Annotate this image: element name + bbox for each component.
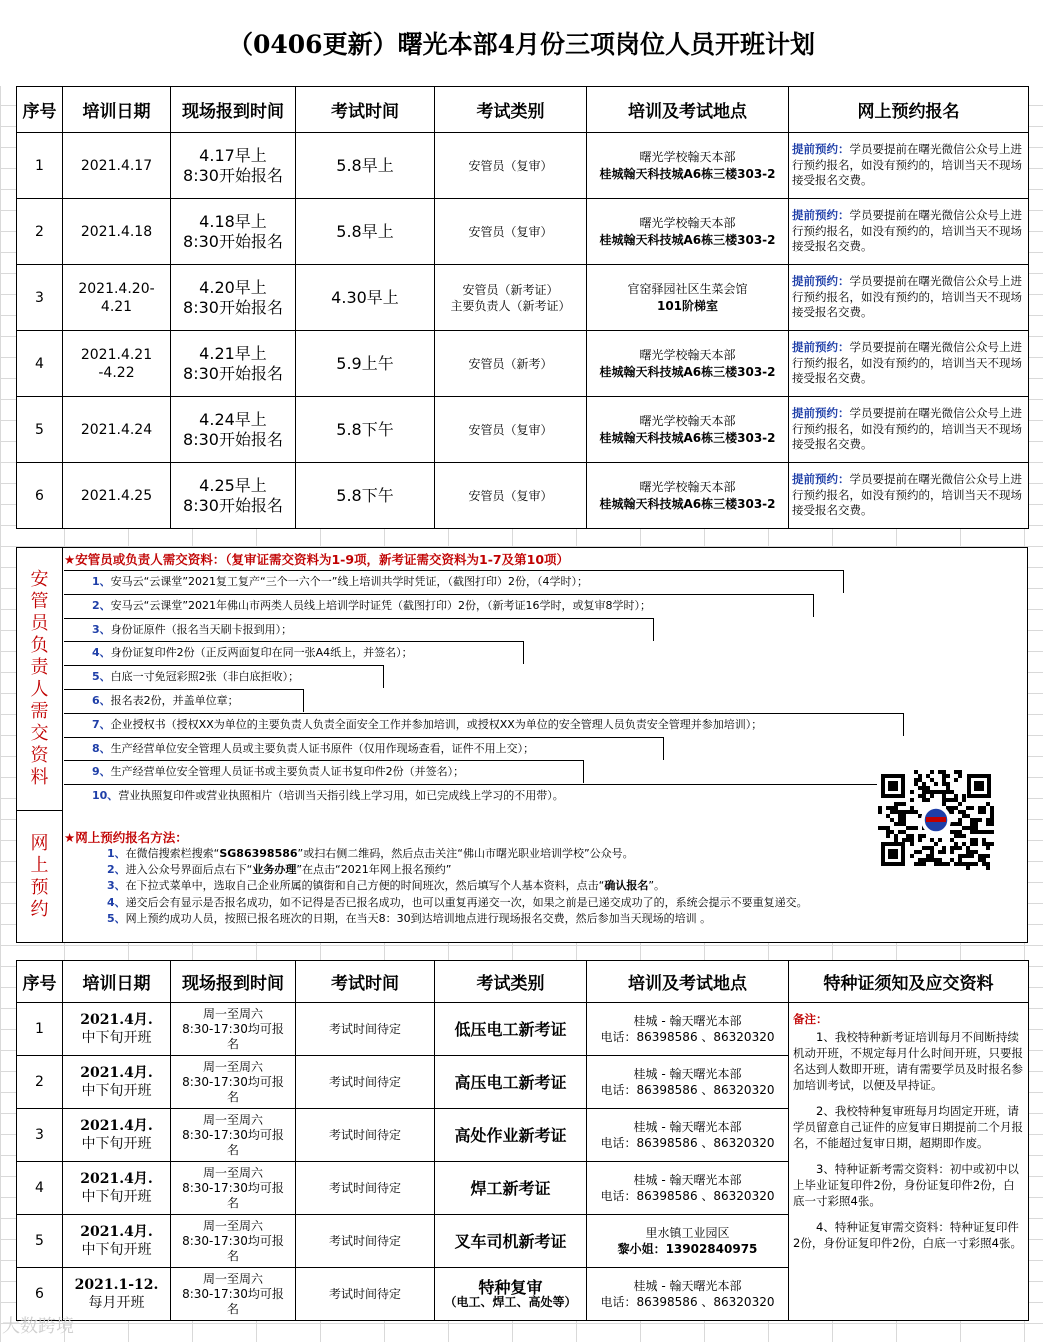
item-text: 生产经营单位安全管理人员或主要负责人证书原件（仅用作现场查看，证件不用上交）； <box>110 741 535 755</box>
report-line: 8:30-17:30均可报 <box>182 1233 284 1248</box>
training-date: 2021.4.25 <box>63 463 171 529</box>
report-date: 4.17早上 <box>199 145 267 165</box>
step-number: 1、 <box>107 847 126 860</box>
report-line: 8:30-17:30均可报 <box>182 1021 284 1036</box>
online-step <box>107 846 634 862</box>
item-text: 营业执照复印件或营业执照相片（培训当天指引线上学习用，如已完成线上学习的不用带）。 <box>118 789 564 803</box>
training-date <box>63 1268 171 1321</box>
note-label: 提前预约： <box>792 340 850 355</box>
row-number: 6 <box>17 463 63 529</box>
report-time <box>171 397 296 463</box>
location-name: 桂城 - 翰天曙光本部 <box>633 1067 742 1081</box>
exam-time: 5.8下午 <box>296 397 435 463</box>
exam-type-line: 安管员（新考证） <box>462 282 559 297</box>
table-row <box>17 133 1029 199</box>
date-line: 中下旬开班 <box>81 1083 152 1099</box>
step-text: 进入公众号界面后点右下“ <box>125 863 253 877</box>
location-name: 曙光学校翰天本部 <box>639 479 736 494</box>
training-location <box>587 397 789 463</box>
exam-type <box>435 331 587 397</box>
training-location <box>587 1109 789 1162</box>
column-header: 培训日期 <box>63 961 171 1003</box>
column-header: 培训日期 <box>63 87 171 133</box>
report-time <box>171 1109 296 1162</box>
item-number: 9、 <box>92 765 111 779</box>
report-line: 名 <box>226 1248 239 1263</box>
item-text: 企业授权书（授权XX为单位的主要负责人负责全面安全工作并参加培训，或授权XX为单位的安全管理人员负责安全管理并参加培训）； <box>110 717 763 731</box>
training-location <box>587 1268 789 1321</box>
exam-time: 4.30早上 <box>296 265 435 331</box>
step-keyword: SG86398586 <box>219 847 298 860</box>
training-date: 2021.4.21 -4.22 <box>63 331 171 397</box>
step-text: 在下拉式菜单中，选取自己企业所属的镇街和自己方便的时间班次，然后填写个人基本资料，点击“ <box>125 879 605 893</box>
date-line: 每月开班 <box>88 1295 145 1311</box>
note-text: 学员要提前在曙光微信公众号上进行预约报名，如没有预约的，培训当天不现场接受报名交费。 <box>792 274 1022 320</box>
note-label: 提前预约： <box>792 142 850 157</box>
date-line: 2021.4月. <box>80 1065 153 1081</box>
date-line: 2021.4月. <box>80 1118 153 1134</box>
material-item <box>64 689 304 712</box>
column-header: 网上预约报名 <box>789 87 1029 133</box>
column-header: 考试时间 <box>296 87 435 133</box>
table-row <box>17 265 1029 331</box>
report-line: 8:30-17:30均可报 <box>182 1127 284 1142</box>
exam-time: 考试时间待定 <box>296 1215 435 1268</box>
label-char: 需 <box>30 701 49 722</box>
exam-type-line: 叉车司机新考证 <box>454 1231 567 1251</box>
row-number: 1 <box>17 1003 63 1056</box>
location-name: 曙光学校翰天本部 <box>639 149 736 164</box>
training-date <box>63 1215 171 1268</box>
item-number: 3、 <box>92 622 111 636</box>
materials-label <box>17 548 63 810</box>
location-name: 桂城 - 翰天曙光本部 <box>633 1279 742 1293</box>
row-number: 4 <box>17 1162 63 1215</box>
column-header: 现场报到时间 <box>171 961 296 1003</box>
exam-time: 5.9上午 <box>296 331 435 397</box>
online-booking-note <box>789 133 1029 199</box>
item-text: 身份证原件（报名当天刷卡报到用）； <box>110 622 293 636</box>
training-location <box>587 331 789 397</box>
table-row <box>17 463 1029 529</box>
note-label: 提前预约： <box>792 274 850 289</box>
report-hour: 8:30开始报名 <box>183 429 283 449</box>
online-step <box>107 862 451 878</box>
report-line: 名 <box>226 1089 239 1104</box>
report-time <box>171 199 296 265</box>
date-line: 中下旬开班 <box>81 1136 152 1152</box>
row-number: 5 <box>17 397 63 463</box>
column-header: 序号 <box>17 961 63 1003</box>
exam-time: 考试时间待定 <box>296 1268 435 1321</box>
item-text: 身份证复印件2份（正反两面复印在同一张A4纸上，并签名）； <box>110 646 413 660</box>
online-booking-note <box>789 265 1029 331</box>
table-row <box>17 199 1029 265</box>
online-step <box>107 911 711 927</box>
step-number: 2、 <box>107 863 126 877</box>
report-line: 名 <box>226 1142 239 1157</box>
report-line: 名 <box>226 1301 239 1316</box>
report-line: 名 <box>226 1036 239 1051</box>
report-hour: 8:30开始报名 <box>183 495 283 515</box>
location-address: 101阶梯室 <box>656 298 719 313</box>
location-address: 桂城翰天科技城A6栋三楼303-2 <box>599 430 776 445</box>
material-item <box>64 760 584 783</box>
location-name: 曙光学校翰天本部 <box>639 215 736 230</box>
table-row <box>17 331 1029 397</box>
online-step <box>107 895 808 911</box>
training-location <box>587 1056 789 1109</box>
item-number: 8、 <box>92 741 111 755</box>
step-text: ”。 <box>648 879 666 893</box>
exam-type-line: 安管员（新考） <box>468 356 553 371</box>
report-time <box>171 133 296 199</box>
report-line: 周一至周六 <box>202 1059 263 1074</box>
report-time <box>171 1268 296 1321</box>
online-booking-note <box>789 199 1029 265</box>
exam-type-line: 特种复审 <box>478 1277 543 1297</box>
note-paragraph: 2、我校特种复审班每月均固定开班，请学员留意自己证件的应复审日期提前二个月报名，不能超过复审日期，超期即作废。 <box>793 1104 1023 1150</box>
column-header: 序号 <box>17 87 63 133</box>
material-item <box>64 641 524 664</box>
column-header: 培训及考试地点 <box>587 961 789 1003</box>
location-address: 桂城翰天科技城A6栋三楼303-2 <box>599 166 776 181</box>
note-text: 学员要提前在曙光微信公众号上进行预约报名，如没有预约的，培训当天不现场接受报名交费。 <box>792 142 1022 188</box>
special-cert-table <box>16 960 1029 1321</box>
label-char: 预 <box>30 877 49 898</box>
exam-type <box>435 199 587 265</box>
step-number: 5、 <box>107 911 126 925</box>
material-item <box>64 665 384 688</box>
step-number: 4、 <box>107 895 126 909</box>
step-text: ”或扫右侧二维码，然后点击关注“佛山市曙光职业培训学校”公众号。 <box>297 847 634 860</box>
material-item <box>64 737 664 760</box>
safety-schedule-table <box>16 86 1029 529</box>
row-number: 5 <box>17 1215 63 1268</box>
date-line: 中下旬开班 <box>81 1030 152 1046</box>
row-number: 6 <box>17 1268 63 1321</box>
step-number: 3、 <box>107 879 126 893</box>
item-number: 6、 <box>92 694 111 707</box>
exam-type <box>435 133 587 199</box>
location-name: 里水镇工业园区 <box>645 1226 730 1240</box>
training-date: 2021.4.24 <box>63 397 171 463</box>
note-text: 学员要提前在曙光微信公众号上进行预约报名，如没有预约的，培训当天不现场接受报名交费。 <box>792 208 1022 254</box>
report-line: 周一至周六 <box>202 1271 263 1286</box>
label-char: 料 <box>30 767 49 788</box>
date-line: 2021.4月. <box>80 1171 153 1187</box>
materials-heading: ★安管员或负责人需交资料：（复审证需交资料为1-9项，新考证需交资料为1-7及第10项） <box>64 552 570 567</box>
report-time <box>171 1162 296 1215</box>
exam-type-line: 低压电工新考证 <box>454 1019 567 1039</box>
report-line: 周一至周六 <box>202 1165 263 1180</box>
requirements-section <box>16 547 1028 943</box>
exam-time: 5.8早上 <box>296 199 435 265</box>
report-hour: 8:30开始报名 <box>183 165 283 185</box>
note-text: 学员要提前在曙光微信公众号上进行预约报名，如没有预约的，培训当天不现场接受报名交费。 <box>792 406 1022 452</box>
training-location <box>587 463 789 529</box>
exam-type <box>435 397 587 463</box>
watermark: 大数跨境 <box>2 1316 74 1337</box>
location-contact: 黎小姐：13902840975 <box>617 1242 758 1256</box>
training-date <box>63 1162 171 1215</box>
exam-time: 考试时间待定 <box>296 1109 435 1162</box>
table-row <box>17 1003 1029 1056</box>
report-time <box>171 463 296 529</box>
note-text: 学员要提前在曙光微信公众号上进行预约报名，如没有预约的，培训当天不现场接受报名交费。 <box>792 472 1022 518</box>
training-location <box>587 1215 789 1268</box>
item-text: 安马云“云课堂”2021年佛山市两类人员线上培训学时证凭（截图打印）2份，（新考证16学时，或复审8学时）； <box>110 598 652 612</box>
report-time <box>171 1056 296 1109</box>
report-date: 4.20早上 <box>199 277 267 297</box>
item-text: 报名表2份，并盖单位章； <box>110 694 239 707</box>
report-line: 周一至周六 <box>202 1006 263 1021</box>
row-number: 4 <box>17 331 63 397</box>
label-char: 人 <box>30 679 49 700</box>
online-booking-note <box>789 463 1029 529</box>
item-text: 安马云“云课堂”2021复工复产“三个一六个一”线上培训共学时凭证，（截图打印）2份，（4学时）； <box>110 575 588 588</box>
exam-time: 考试时间待定 <box>296 1162 435 1215</box>
date-line: 2021.1-12. <box>74 1277 159 1293</box>
column-header: 考试时间 <box>296 961 435 1003</box>
step-text: 在微信搜索栏搜索“ <box>125 847 220 860</box>
report-date: 4.18早上 <box>199 211 267 231</box>
exam-type-line: 安管员（复审） <box>468 488 553 503</box>
training-location <box>587 1162 789 1215</box>
label-char: 资 <box>30 745 49 766</box>
label-char: 约 <box>30 899 49 920</box>
training-location <box>587 133 789 199</box>
training-location <box>587 265 789 331</box>
page-title: （0406更新）曙光本部4月份三项岗位人员开班计划 <box>0 0 1043 86</box>
label-char: 网 <box>30 833 49 854</box>
report-time <box>171 1003 296 1056</box>
exam-type-line: 高压电工新考证 <box>454 1072 567 1092</box>
location-name: 桂城 - 翰天曙光本部 <box>633 1173 742 1187</box>
label-char: 责 <box>30 657 49 678</box>
exam-type <box>435 1003 587 1056</box>
special-cert-notes <box>789 1003 1029 1321</box>
note-label: 提前预约： <box>792 208 850 223</box>
location-contact: 电话：86398586 、86320320 <box>600 1030 775 1044</box>
column-header: 考试类别 <box>435 87 587 133</box>
material-item <box>64 618 654 641</box>
row-number: 3 <box>17 265 63 331</box>
location-name: 官窑驿园社区生菜会馆 <box>627 281 748 296</box>
location-name: 曙光学校翰天本部 <box>639 413 736 428</box>
location-name: 桂城 - 翰天曙光本部 <box>633 1014 742 1028</box>
exam-time: 考试时间待定 <box>296 1003 435 1056</box>
item-number: 4、 <box>92 646 111 660</box>
location-contact: 电话：86398586 、86320320 <box>600 1083 775 1097</box>
report-date: 4.25早上 <box>199 475 267 495</box>
step-text: ”在点击“2021年网上报名预约” <box>296 863 452 877</box>
label-char: 上 <box>30 855 49 876</box>
row-number: 2 <box>17 1056 63 1109</box>
exam-time: 5.8下午 <box>296 463 435 529</box>
location-contact: 电话：86398586 、86320320 <box>600 1295 775 1309</box>
exam-time: 5.8早上 <box>296 133 435 199</box>
note-label: 提前预约： <box>792 406 850 421</box>
column-header: 特种证须知及应交资料 <box>789 961 1029 1003</box>
material-item <box>64 784 944 807</box>
item-text: 白底一寸免冠彩照2张（非白底拒收）； <box>110 670 300 684</box>
location-contact: 电话：86398586 、86320320 <box>600 1136 775 1150</box>
note-paragraph: 3、特种证新考需交资料：初中或初中以上毕业证复印件2份，身份证复印件2份，白底一寸彩照4张。 <box>793 1162 1019 1208</box>
training-date <box>63 1003 171 1056</box>
exam-type-line: 安管员（复审） <box>468 158 553 173</box>
item-number: 7、 <box>92 717 111 731</box>
item-number: 10、 <box>92 789 119 803</box>
exam-type-line: 高处作业新考证 <box>454 1125 567 1145</box>
item-text: 生产经营单位安全管理人员证书或主要负责人证书复印件2份（并签名）； <box>110 765 465 779</box>
label-char: 管 <box>30 591 49 612</box>
report-line: 8:30-17:30均可报 <box>182 1074 284 1089</box>
label-char: 负 <box>30 635 49 656</box>
notes-label: 备注： <box>793 1012 828 1026</box>
exam-type <box>435 1215 587 1268</box>
location-contact: 电话：86398586 、86320320 <box>600 1189 775 1203</box>
date-line: 中下旬开班 <box>81 1242 152 1258</box>
exam-type <box>435 1268 587 1321</box>
row-number: 3 <box>17 1109 63 1162</box>
column-header: 现场报到时间 <box>171 87 296 133</box>
report-line: 名 <box>226 1195 239 1210</box>
column-header: 培训及考试地点 <box>587 87 789 133</box>
report-time <box>171 331 296 397</box>
exam-type <box>435 463 587 529</box>
table-row <box>17 397 1029 463</box>
report-time <box>171 1215 296 1268</box>
material-item <box>64 570 844 593</box>
item-number: 2、 <box>92 598 111 612</box>
table-header-row <box>17 961 1029 1003</box>
note-label: 提前预约： <box>792 472 850 487</box>
note-text: 学员要提前在曙光微信公众号上进行预约报名，如没有预约的，培训当天不现场接受报名交费。 <box>792 340 1022 386</box>
report-date: 4.21早上 <box>199 343 267 363</box>
exam-time: 考试时间待定 <box>296 1056 435 1109</box>
location-address: 桂城翰天科技城A6栋三楼303-2 <box>599 364 776 379</box>
row-number: 1 <box>17 133 63 199</box>
exam-type-line: 安管员（复审） <box>468 422 553 437</box>
online-label <box>17 810 63 943</box>
report-time <box>171 265 296 331</box>
report-line: 周一至周六 <box>202 1218 263 1233</box>
report-hour: 8:30开始报名 <box>183 363 283 383</box>
column-header: 考试类别 <box>435 961 587 1003</box>
table-header-row <box>17 87 1029 133</box>
online-booking-note <box>789 331 1029 397</box>
exam-type <box>435 1162 587 1215</box>
training-date: 2021.4.20-4.21 <box>63 265 171 331</box>
row-number: 2 <box>17 199 63 265</box>
material-item <box>64 713 904 736</box>
report-line: 8:30-17:30均可报 <box>182 1180 284 1195</box>
exam-type <box>435 1056 587 1109</box>
material-item <box>64 594 814 617</box>
training-date <box>63 1109 171 1162</box>
location-name: 曙光学校翰天本部 <box>639 347 736 362</box>
report-line: 周一至周六 <box>202 1112 263 1127</box>
qr-code-icon[interactable] <box>877 770 995 870</box>
label-char: 员 <box>30 613 49 634</box>
exam-type-line: 安管员（复审） <box>468 224 553 239</box>
report-line: 8:30-17:30均可报 <box>182 1286 284 1301</box>
note-paragraph: 1、我校特种新考证培训每月不间断持续机动开班，不规定每月什么时间开班，只要报名达到人数即开班，请有需要学员及时报名参加培训考试，以便及早持证。 <box>793 1030 1023 1092</box>
item-number: 5、 <box>92 670 111 684</box>
item-number: 1、 <box>92 575 111 588</box>
exam-type-line: 主要负责人（新考证） <box>450 298 571 313</box>
location-address: 桂城翰天科技城A6栋三楼303-2 <box>599 496 776 511</box>
exam-type <box>435 265 587 331</box>
exam-type-line: 焊工新考证 <box>470 1178 551 1198</box>
location-name: 桂城 - 翰天曙光本部 <box>633 1120 742 1134</box>
exam-type <box>435 1109 587 1162</box>
date-line: 2021.4月. <box>80 1224 153 1240</box>
report-hour: 8:30开始报名 <box>183 297 283 317</box>
step-text: 网上预约成功人员，按照已报名班次的日期，在当天8：30到达培训地点进行现场报名交费，然后参加当天现场的培训 。 <box>125 911 712 925</box>
training-date: 2021.4.17 <box>63 133 171 199</box>
date-line: 中下旬开班 <box>81 1189 152 1205</box>
report-hour: 8:30开始报名 <box>183 231 283 251</box>
location-address: 桂城翰天科技城A6栋三楼303-2 <box>599 232 776 247</box>
exam-type-sub: （电工、焊工、高处等） <box>444 1294 577 1309</box>
training-location <box>587 199 789 265</box>
training-location <box>587 1003 789 1056</box>
online-booking-note <box>789 397 1029 463</box>
training-date: 2021.4.18 <box>63 199 171 265</box>
report-date: 4.24早上 <box>199 409 267 429</box>
label-char: 交 <box>30 723 49 744</box>
online-heading: ★网上预约报名方法： <box>64 830 188 845</box>
label-char: 安 <box>30 569 49 590</box>
step-keyword: 确认报名 <box>604 879 649 893</box>
step-keyword: 业务办理 <box>252 863 297 877</box>
date-line: 2021.4月. <box>80 1012 153 1028</box>
step-text: 递交后会有显示是否报名成功，如不记得是否已报名成功，也可以重复再递交一次，如果之前是已递交成功了的，系统会提示不要重复递交。 <box>125 895 808 909</box>
online-step <box>107 878 665 894</box>
training-date <box>63 1056 171 1109</box>
note-paragraph: 4、特种证复审需交资料：特种证复印件2份，身份证复印件2份，白底一寸彩照4张。 <box>793 1220 1022 1250</box>
